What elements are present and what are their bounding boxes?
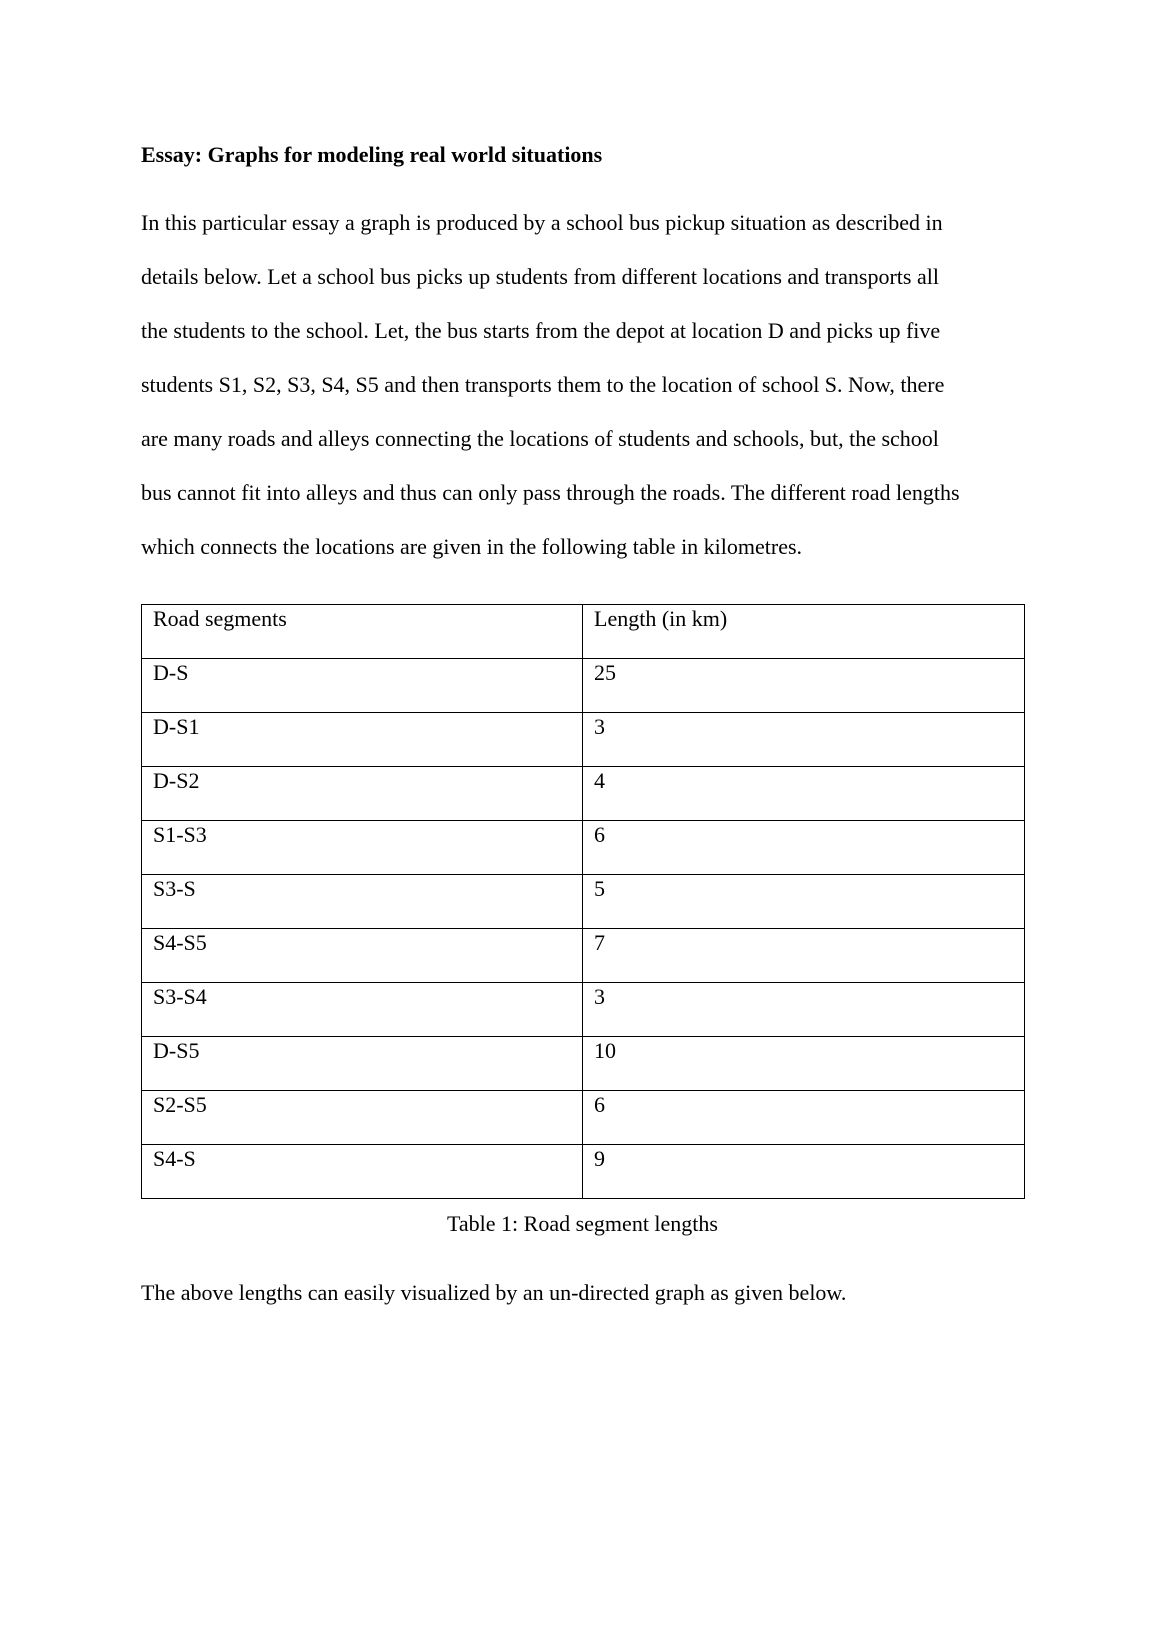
segment-cell: S3-S4: [142, 983, 583, 1037]
length-cell: 9: [583, 1145, 1025, 1199]
table-caption: Table 1: Road segment lengths: [447, 1211, 718, 1236]
table-row: [142, 713, 1025, 767]
intro-line: the students to the school. Let, the bus starts from the depot at location D and picks up five: [141, 318, 941, 343]
intro-line: bus cannot fit into alleys and thus can only pass through the roads. The different road lengths: [141, 480, 960, 505]
segment-cell: S4-S: [142, 1145, 583, 1199]
length-cell: 5: [583, 875, 1025, 929]
length-cell: 25: [583, 659, 1025, 713]
table-row: [142, 1091, 1025, 1145]
closing-paragraph: The above lengths can easily visualized by an un-directed graph as given below.: [141, 1280, 847, 1305]
length-cell: 6: [583, 821, 1025, 875]
intro-line: students S1, S2, S3, S4, S5 and then transports them to the location of school S. Now, there: [141, 372, 945, 397]
segment-cell: D-S: [142, 659, 583, 713]
intro-line: In this particular essay a graph is produced by a school bus pickup situation as described in: [141, 210, 943, 235]
table-header-row: [142, 605, 1025, 659]
segment-cell: S3-S: [142, 875, 583, 929]
segment-cell: D-S1: [142, 713, 583, 767]
intro-line: which connects the locations are given in the following table in kilometres.: [141, 534, 803, 559]
table-row: [142, 1145, 1025, 1199]
length-cell: 7: [583, 929, 1025, 983]
table-row: [142, 929, 1025, 983]
table-row: [142, 821, 1025, 875]
table-row: [142, 983, 1025, 1037]
segment-cell: S1-S3: [142, 821, 583, 875]
segment-cell: S4-S5: [142, 929, 583, 983]
table-row: [142, 875, 1025, 929]
table-row: [142, 659, 1025, 713]
table-row: [142, 1037, 1025, 1091]
length-cell: 3: [583, 713, 1025, 767]
essay-title: Essay: Graphs for modeling real world situations: [141, 142, 603, 167]
length-cell: 4: [583, 767, 1025, 821]
segment-cell: D-S2: [142, 767, 583, 821]
table-row: [142, 767, 1025, 821]
length-cell: 10: [583, 1037, 1025, 1091]
header-length: Length (in km): [583, 605, 1025, 659]
header-road-segments: Road segments: [142, 605, 583, 659]
intro-line: details below. Let a school bus picks up students from different locations and transports all: [141, 264, 939, 289]
length-cell: 3: [583, 983, 1025, 1037]
intro-line: are many roads and alleys connecting the locations of students and schools, but, the school: [141, 426, 939, 451]
segment-cell: S2-S5: [142, 1091, 583, 1145]
road-segments-table: [141, 604, 1025, 1199]
segment-cell: D-S5: [142, 1037, 583, 1091]
length-cell: 6: [583, 1091, 1025, 1145]
